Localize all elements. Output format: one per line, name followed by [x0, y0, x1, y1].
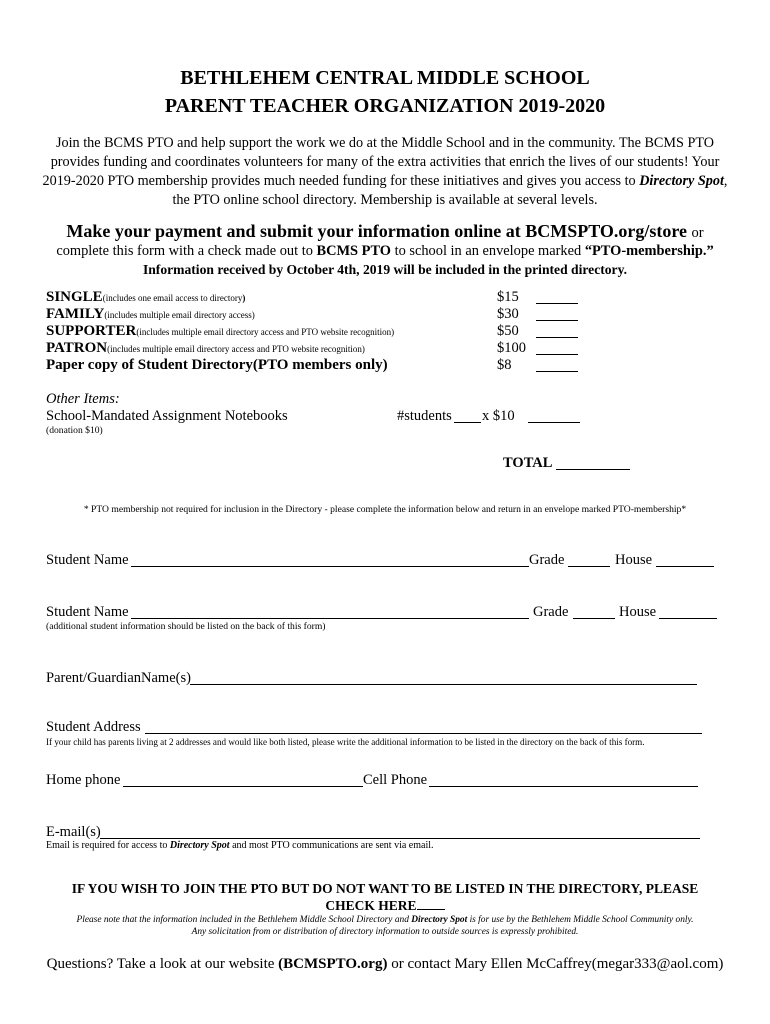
student-name-input[interactable]: [131, 566, 529, 567]
price-family: $30: [497, 306, 519, 322]
student-name-2-label: Student Name: [46, 604, 129, 620]
paper-directory-item: Paper copy of Student Directory(PTO members only): [46, 357, 388, 373]
privacy-note-line1: Please note that the information included in the Bethlehem Middle School Directory and Directory Spot is for use by the Bethlehem Middle School Community only.: [76, 915, 694, 925]
price-patron: $100: [497, 340, 526, 356]
price-single: $15: [497, 289, 519, 305]
directory-note: * PTO membership not required for inclusion in the Directory - please complete the information below and return in an envelope marked PTO-membership*: [83, 504, 687, 515]
membership-single: SINGLE(includes one email access to directory): [46, 289, 246, 305]
students-count-label: #students: [397, 408, 452, 424]
donation-note: (donation $10): [46, 425, 103, 436]
grade-input[interactable]: [568, 566, 610, 567]
form-title: PARENT TEACHER ORGANIZATION 2019-2020: [164, 95, 606, 117]
price-supporter: $50: [497, 323, 519, 339]
website-link[interactable]: (BCMSPTO.org): [278, 956, 388, 972]
questions-line: Questions? Take a look at our website (BCMSPTO.org) or contact Mary Ellen McCaffrey(megar333@aol.com): [46, 956, 724, 972]
grade-2-input[interactable]: [573, 618, 615, 619]
parent-label: Parent/GuardianName(s): [46, 670, 191, 686]
house-input[interactable]: [656, 566, 714, 567]
address-input[interactable]: [145, 733, 702, 734]
address-note: If your child has parents living at 2 addresses and would like both listed, please write the additional information to be listed in the directory on the back of this form.: [46, 737, 645, 747]
cell-phone-label: Cell Phone: [363, 772, 428, 788]
students-count-blank[interactable]: [454, 422, 481, 423]
address-label: Student Address: [46, 719, 141, 735]
notebooks-item: School-Mandated Assignment Notebooks: [46, 408, 288, 424]
deadline-note: Information received by October 4th, 2019 will be included in the printed directory.: [142, 262, 628, 277]
total-label: TOTAL: [503, 455, 553, 471]
home-phone-input[interactable]: [123, 786, 363, 787]
house-2-label: House: [619, 604, 657, 620]
opt-out-check-blank[interactable]: [417, 897, 445, 910]
membership-patron: PATRON(includes multiple email directory access and PTO website recognition): [46, 340, 365, 356]
cell-phone-input[interactable]: [429, 786, 698, 787]
student-name-2-input[interactable]: [131, 618, 529, 619]
grade-2-label: Grade: [533, 604, 569, 620]
single-amount-blank[interactable]: [536, 303, 578, 304]
grade-label: Grade: [529, 552, 565, 568]
patron-amount-blank[interactable]: [536, 354, 578, 355]
paper-directory-amount-blank[interactable]: [536, 371, 578, 372]
parent-input[interactable]: [190, 684, 697, 685]
notebooks-amount-blank[interactable]: [528, 422, 580, 423]
home-phone-label: Home phone: [46, 772, 121, 788]
payment-instructions: complete this form with a check made out to BCMS PTO to school in an envelope marked “PTO-membership.”: [56, 243, 714, 259]
price-paper-directory: $8: [497, 357, 512, 373]
membership-supporter: SUPPORTER(includes multiple email directory access and PTO website recognition): [46, 323, 395, 339]
student-name-label: Student Name: [46, 552, 129, 568]
membership-family: FAMILY(includes multiple email directory access): [46, 306, 255, 322]
other-items-heading: Other Items:: [46, 391, 120, 407]
house-label: House: [615, 552, 653, 568]
payment-headline: Make your payment and submit your information online at BCMSPTO.org/store or: [66, 221, 704, 241]
email-input[interactable]: [100, 838, 700, 839]
house-2-input[interactable]: [659, 618, 717, 619]
school-title: BETHLEHEM CENTRAL MIDDLE SCHOOL: [180, 67, 590, 89]
family-amount-blank[interactable]: [536, 320, 578, 321]
total-blank[interactable]: [556, 469, 630, 470]
notebook-price: x $10: [482, 408, 515, 424]
email-label: E-mail(s): [46, 824, 101, 840]
privacy-note-line2: Any solicitation from or distribution of directory information to outside sources is expressly prohibited.: [191, 927, 579, 937]
opt-out-line2: CHECK HERE: [0, 897, 770, 914]
additional-student-note: (additional student information should be listed on the back of this form): [46, 621, 326, 632]
opt-out-line1: IF YOU WISH TO JOIN THE PTO BUT DO NOT WANT TO BE LISTED IN THE DIRECTORY, PLEASE: [71, 881, 699, 896]
email-note: Email is required for access to Directory Spot and most PTO communications are sent via email.: [46, 840, 434, 851]
supporter-amount-blank[interactable]: [536, 337, 578, 338]
intro-paragraph: Join the BCMS PTO and help support the work we do at the Middle School and in the community. The BCMS PTO provides funding and coordinates volunteers for many of the extra activities that enrich the lives of our students! Your 2019-2020 PTO membership provides much needed funding for these initiatives and gives you access to Directory Spot, the PTO online school directory. Membership is available at several levels.: [42, 135, 728, 208]
